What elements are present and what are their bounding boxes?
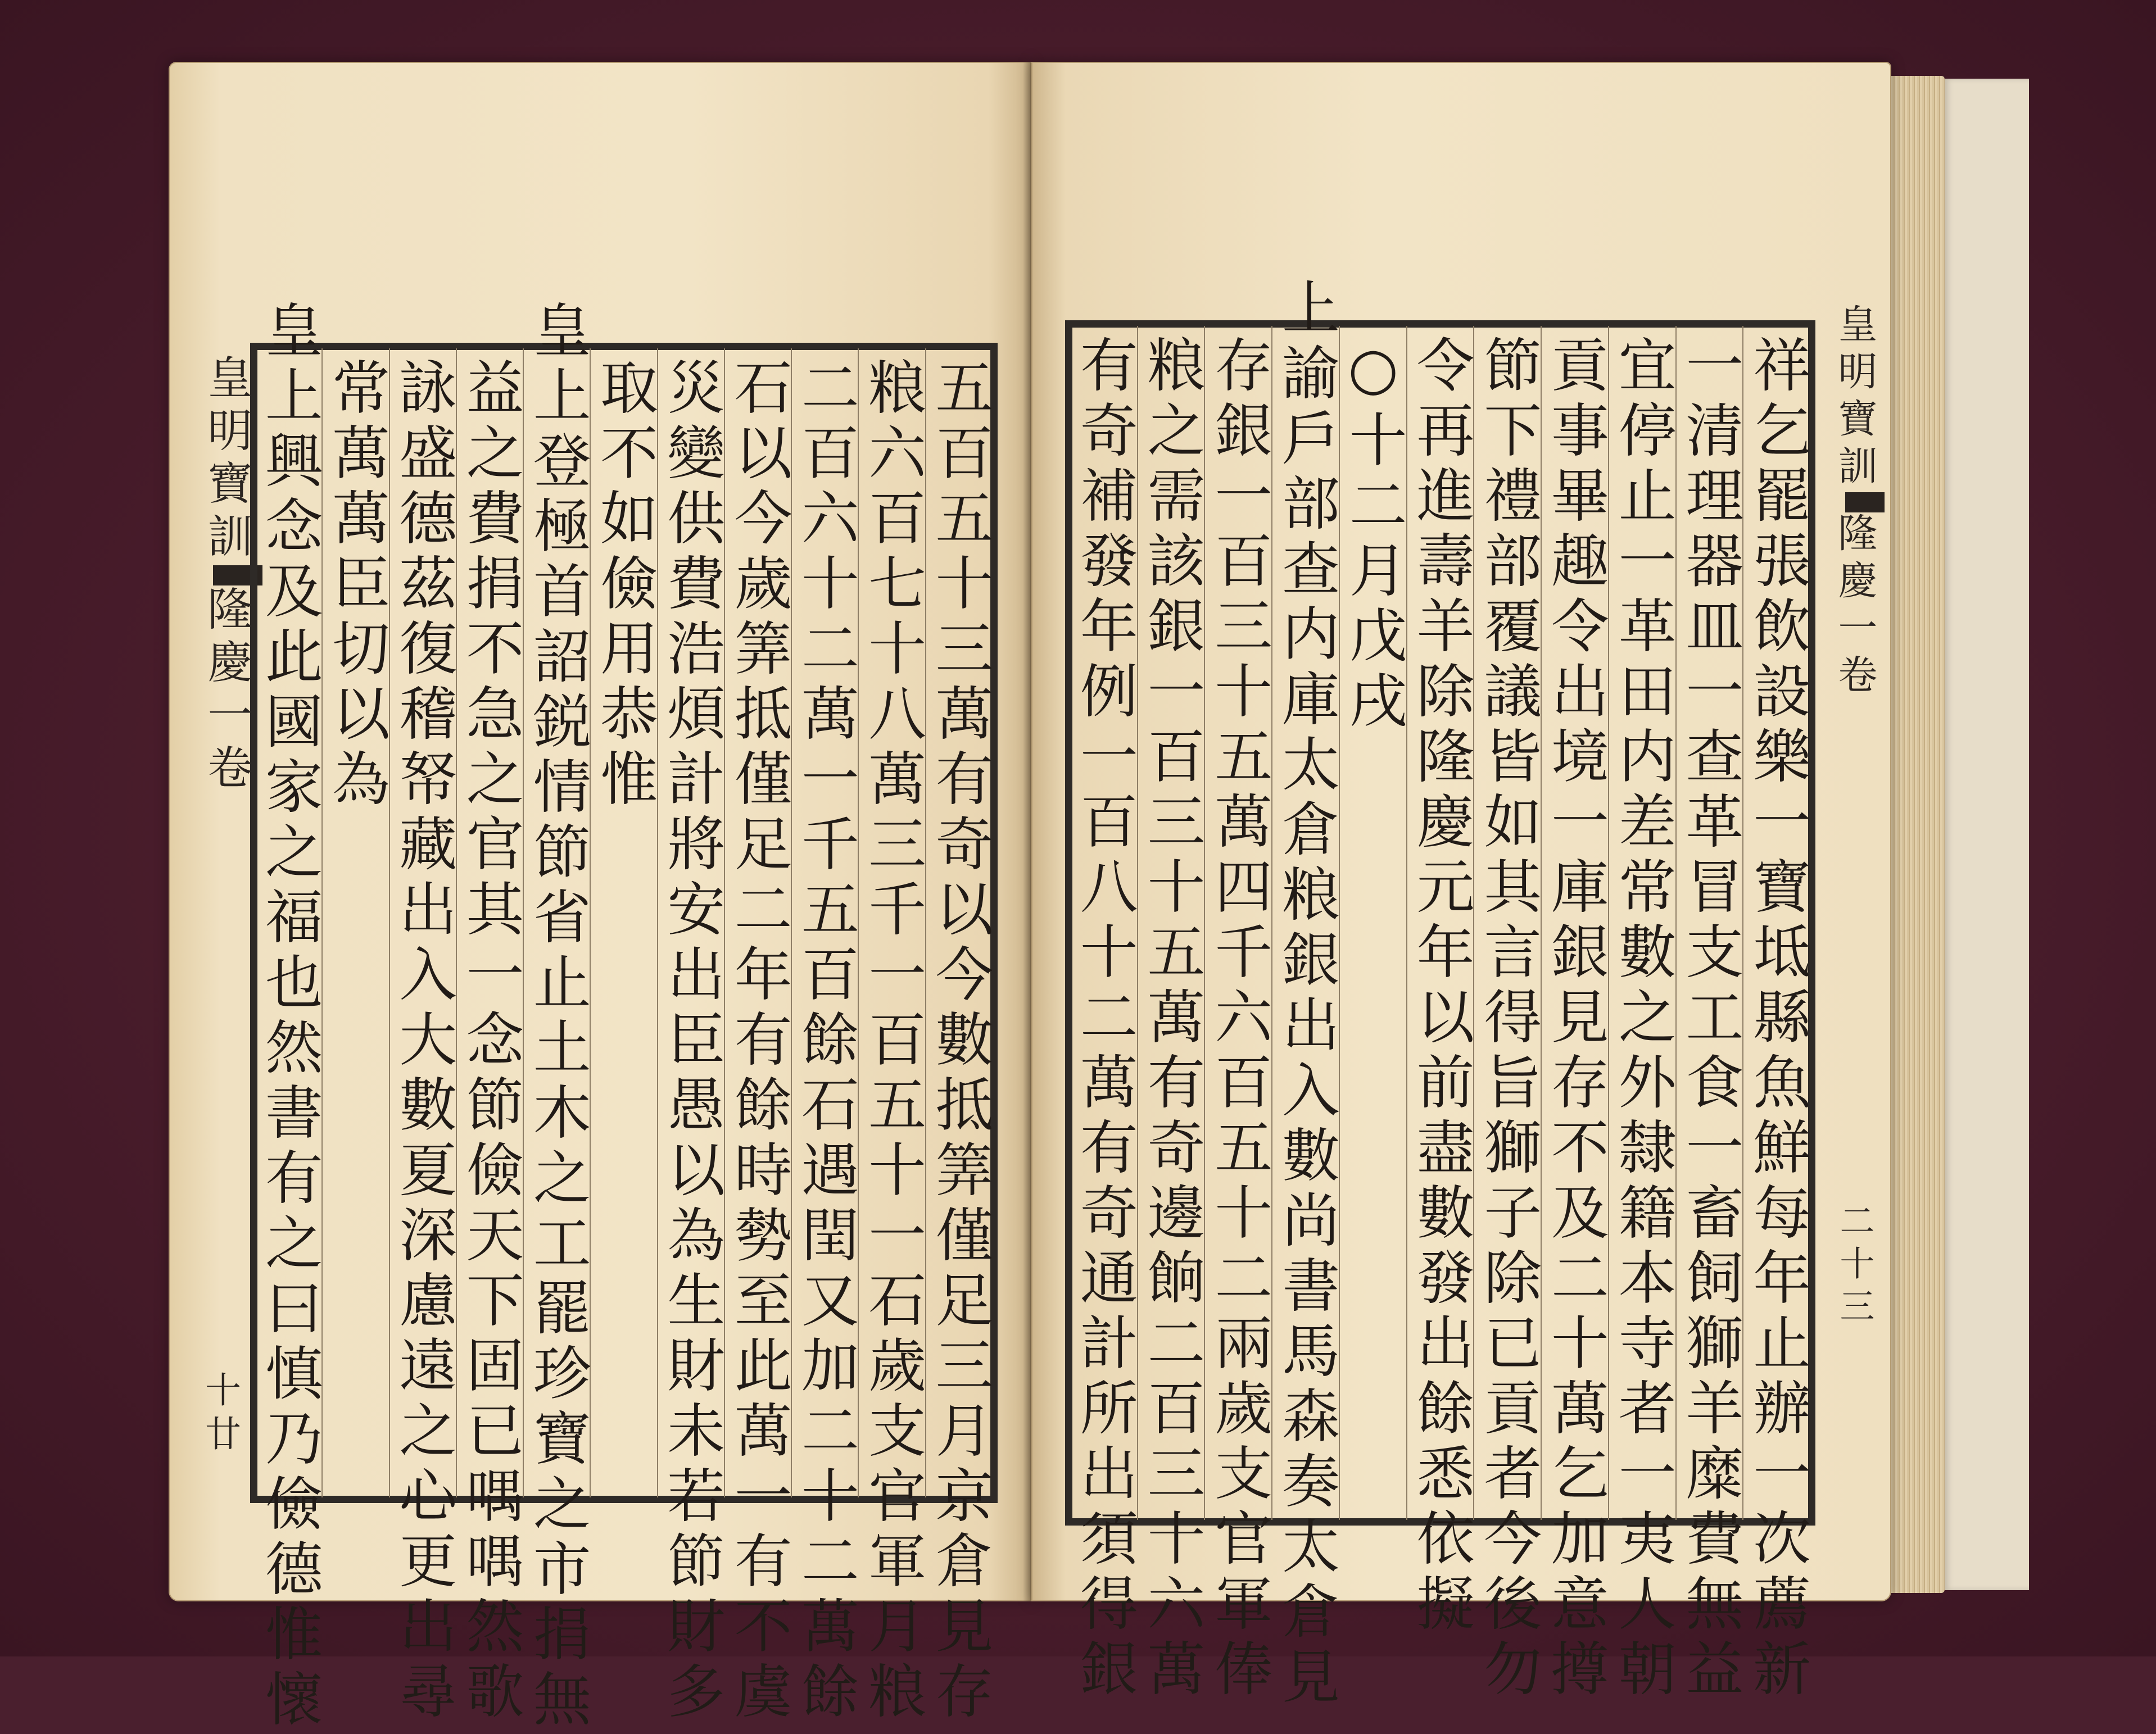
text-column xyxy=(1473,326,1542,1704)
text-column xyxy=(1608,326,1677,1704)
left-edge-page-number: 十廿 xyxy=(199,1371,241,1459)
back-cover xyxy=(1945,79,2029,1590)
text-column xyxy=(1675,326,1743,1704)
edge-chapter: 隆慶一卷 xyxy=(1832,512,1878,701)
right-page xyxy=(1031,62,1891,1712)
column-text-elevated: 皇上興念及此國家之福也然書有之曰慎乃儉德惟懷 xyxy=(255,300,323,1734)
column-text: 節下禮部覆議皆如其言得旨獅子除已貢者今後勿 xyxy=(1474,335,1542,1704)
text-column xyxy=(1406,326,1474,1638)
column-text-elevated: 皇上登極首詔鋭情節省止土木之工罷珍寶之市捐無 xyxy=(523,300,591,1734)
column-text: 粮之需該銀一百三十五萬有奇邊餉二百三十六萬 xyxy=(1138,335,1206,1704)
column-text: 取不如儉用恭惟 xyxy=(590,357,658,814)
left-columns xyxy=(255,300,993,1734)
text-column xyxy=(925,348,993,1726)
text-column xyxy=(255,300,323,1734)
column-text: 二百六十二萬一千五百餘石遇閏又加二十二萬餘 xyxy=(791,357,859,1726)
column-text: 石以今歲筭抵僅足二年有餘時勢至此萬一有不虞 xyxy=(724,357,792,1726)
column-text: 詠盛德茲復稽帑藏出入大數夏深慮遠之心更出尋 xyxy=(389,357,457,1726)
column-text: 一清理器皿一查革冒支工食一畜飼獅羊糜費無益 xyxy=(1675,335,1743,1704)
column-text: 存銀一百三十五萬四千六百五十二兩歲支官軍俸 xyxy=(1204,335,1272,1704)
edge-book-title: 皇明寶訓 xyxy=(200,354,252,565)
column-text: 粮六百七十八萬三千一百五十一石歲支官軍月粮 xyxy=(858,357,926,1726)
right-columns xyxy=(1070,278,1811,1712)
text-column xyxy=(1204,326,1272,1704)
open-book xyxy=(163,53,2001,1734)
text-column xyxy=(858,348,926,1726)
text-column xyxy=(1271,278,1340,1712)
text-column xyxy=(389,348,457,1726)
edge-book-title: 皇明寶訓 xyxy=(1832,303,1878,492)
column-text: ○十二月戊戌 xyxy=(1339,335,1407,736)
column-text: 有奇補發年例一百八十二萬有奇通計所出須得銀 xyxy=(1070,335,1138,1704)
text-column xyxy=(1339,326,1406,1520)
column-text: 祥乞罷張飲設樂一寶坻縣魚鮮每年止辦一次薦新 xyxy=(1743,335,1811,1704)
column-text: 益之費捐不急之官其一念節儉天下固已喁喁然歌 xyxy=(456,357,524,1726)
text-column xyxy=(456,348,524,1726)
right-edge-page-number: 二十三 xyxy=(1834,1202,1875,1331)
column-text: 常萬萬臣切以為 xyxy=(322,357,390,814)
text-column xyxy=(657,348,725,1726)
text-column xyxy=(523,300,591,1734)
text-column xyxy=(590,348,656,1497)
edge-chapter: 隆慶一卷 xyxy=(200,585,252,797)
left-page xyxy=(169,62,1031,1734)
right-text-frame xyxy=(1065,278,1815,1712)
text-column xyxy=(1742,326,1811,1704)
text-column xyxy=(724,348,792,1726)
column-text: 令再進壽羊除隆慶元年以前盡數發出餘悉依擬 xyxy=(1406,335,1474,1638)
text-column xyxy=(791,348,859,1726)
text-column xyxy=(321,348,388,1497)
text-column xyxy=(1137,326,1206,1704)
column-text: 災變供費浩煩計將安出臣愚以為生財未若節財多 xyxy=(657,357,725,1726)
text-column xyxy=(1070,326,1138,1704)
column-text: 貢事畢趣令出境一庫銀見存不及二十萬乞加意撙 xyxy=(1541,335,1609,1704)
column-text: 五百五十三萬有奇以今數抵筭僅足三月京倉見存 xyxy=(925,357,993,1726)
column-text-elevated: 上諭戶部查内庫太倉粮銀出入數尚書馬森奏太倉見 xyxy=(1272,278,1340,1712)
left-text-frame xyxy=(250,300,998,1734)
fishtail-mark xyxy=(1845,492,1885,512)
column-text: 宜停止一革田内差常數之外隸籍本寺者一夷人朝 xyxy=(1609,335,1677,1704)
right-edge-title xyxy=(1827,303,1885,701)
text-column xyxy=(1541,326,1609,1704)
